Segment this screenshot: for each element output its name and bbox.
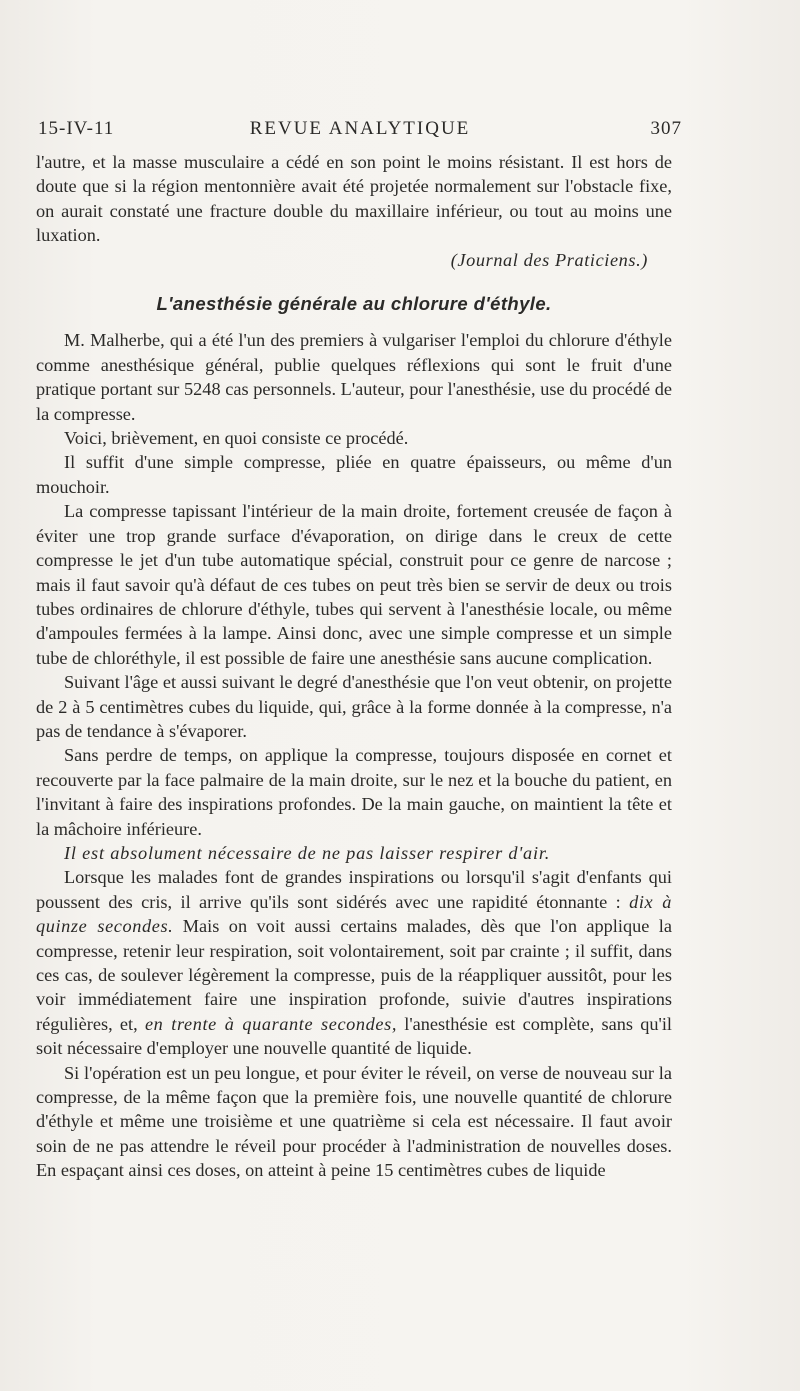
paragraph-continuation: l'autre, et la masse musculaire a cédé en son point le moins résistant. Il est hors de doute que si la région mentonnière avait été projetée normalement sur l'obstacle fixe, on aurait constaté une fracture double du maxillaire inférieur, ou tout au moins une luxation.	[36, 152, 672, 246]
paragraph: Sans perdre de temps, on applique la compresse, toujours disposée en cornet et recouverte par la face palmaire de la main droite, sur le nez et la bouche du patient, en l'invitant à faire des inspirations profondes. De la main gauche, on maintient la tête et la mâchoire inférieure.	[36, 745, 672, 839]
paragraph-text: Mais on voit aussi certains malades, dès que l'on applique la compresse, retenir leur respiration, soit volontairement, soit par crainte ; il suffit, dans ces cas, de soulever légèrement la compresse, puis de la réappliquer aussitôt, pour les voir immédiatement faire une inspiration profonde, suivie d'autres inspirations régulières, et,	[36, 916, 672, 1034]
paragraph: M. Malherbe, qui a été l'un des premiers à vulgariser l'emploi du chlorure d'éthyle comme anesthésique général, publie quelques réflexions qui sont le fruit d'une pratique portant sur 5248 cas personnels. L'auteur, pour l'anesthésie, use du procédé de la compresse.	[36, 330, 672, 424]
paragraph-text: l'anesthésie est complète, sans qu'il soit nécessaire d'employer une nouvelle quantité de liquide.	[36, 1013, 672, 1059]
paragraph: Il suffit d'une simple compresse, pliée en quatre épaisseurs, ou même d'un mouchoir.	[36, 452, 672, 497]
emphasis: en trente à quarante secondes,	[144, 1013, 398, 1034]
paragraph: Suivant l'âge et aussi suivant le degré d'anesthésie que l'on veut obtenir, on projette de 2 à 5 centimètres cubes du liquide, qui, grâce à la forme donnée à la compresse, n'a pas de tendance à s'évaporer.	[36, 672, 672, 741]
header-date: 15-IV-11	[38, 118, 115, 139]
header-journal-title: REVUE ANALYTIQUE	[249, 118, 471, 139]
paragraph: La compresse tapissant l'intérieur de la main droite, fortement creusée de façon à éviter une trop grande surface d'évaporation, on dirige dans le creux de cette compresse le jet d'un tube automatique spécial, construit pour ce genre de narcose ; mais il faut savoir qu'à défaut de ces tubes on peut très bien se servir de deux ou trois tubes ordinaires de chlorure d'éthyle, tubes qui servent à l'anesthésie locale, ou même d'ampoules fermées à la lampe. Ainsi donc, avec une simple compresse et un simple tube de chloréthyle, il est possible de faire une anesthésie sans aucune complication.	[36, 501, 672, 668]
source-citation: (Journal des Praticiens.)	[450, 249, 648, 270]
paragraph: Si l'opération est un peu longue, et pour éviter le réveil, on verse de nouveau sur la compresse, de la même façon que la première fois, une nouvelle quantité de chlorure d'éthyle et même une troisième et une quatrième si cela est nécessaire. Il faut avoir soin de ne pas attendre le réveil pour procéder à l'administration de nouvelles doses. En espaçant ainsi ces doses, on atteint à peine 15 centimètres cubes de liquide	[36, 1062, 672, 1181]
paragraph-text: Lorsque les malades font de grandes inspirations ou lorsqu'il s'agit d'enfants qui poussent des cris, il arrive qu'ils sont sidérés avec une rapidité étonnante :	[36, 867, 672, 912]
paragraph: Voici, brièvement, en quoi consiste ce procédé.	[64, 428, 409, 449]
section-title: L'anesthésie générale au chlorure d'éthyle.	[156, 293, 552, 315]
page-number: 307	[650, 118, 682, 139]
paragraph	[36, 865, 672, 1060]
emphasis: dix à quinze secondes.	[36, 891, 672, 937]
article-body	[36, 150, 672, 1183]
emphasized-paragraph: Il est absolument nécessaire de ne pas laisser respirer d'air.	[64, 842, 551, 863]
